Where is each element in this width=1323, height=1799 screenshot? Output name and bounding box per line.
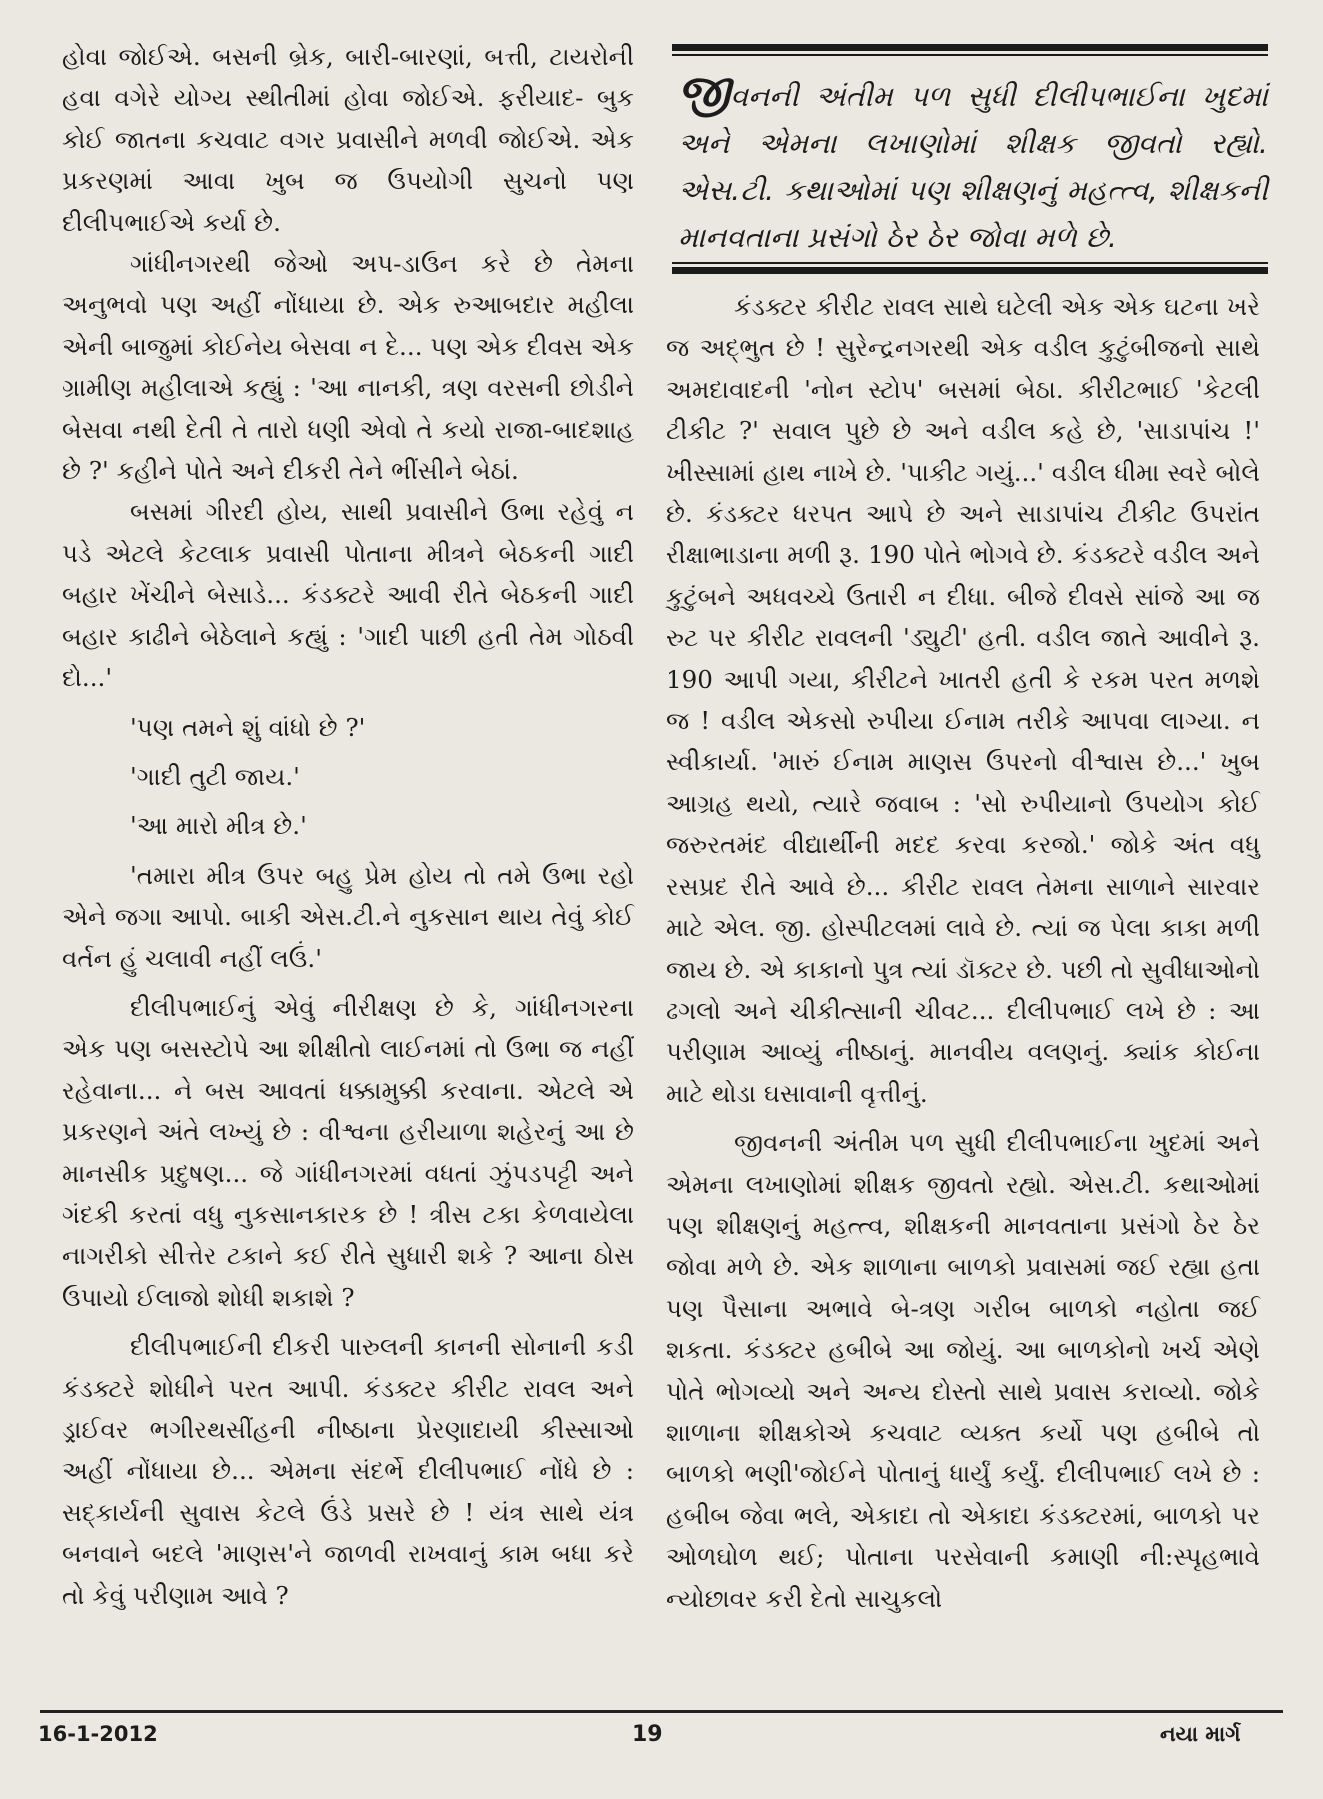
paragraph: દીલીપભાઈની દીકરી પારુલની કાનની સોનાની કડી કંડક્ટરે શોધીને પરત આપી. કંડક્ટર કીરીટ રાવલ અને ડ્રાઈવર ભગીરથસીંહની નીષ્ઠાના પ્રેરણાદાયી કીસ્સાઓ અહીં નોંધાયા છે... એમના સંદર્ભે દીલીપભાઈ નોંધે છે : સદ્કાર્યની સુવાસ કેટલે ઉંડે પ્રસરે છે ! યંત્ર સાથે યંત્ર બનવાને બદલે 'માણસ'ને જાળવી રાખવાનું કામ બધા કરે તો કેવું પરીણામ આવે ?: [62, 1332, 634, 1610]
pull-quote-rule: [672, 267, 1268, 274]
paragraph: ગાંધીનગરથી જેઓ અપ-ડાઉન કરે છે તેમના અનુભવો પણ અહીં નોંધાયા છે. એક રુઆબદાર મહીલા એની બાજુમાં કોઈનેય બેસવા ન દે... પણ એક દીવસ એક ગ્રામીણ મહીલાએ કહ્યું : 'આ નાનકી, ત્રણ વરસની છોડીને બેસવા નથી દેતી તે તારો ધણી એવો તે કયો રાજા-બાદશાહ છે ?' કહીને પોતે અને દીકરી તેને ભીંસીને બેઠાં.: [62, 249, 634, 486]
right-column: [666, 286, 1260, 1619]
paragraph: દીલીપભાઈનું એવું નીરીક્ષણ છે કે, ગાંધીનગરના એક પણ બસસ્ટોપે આ શીક્ષીતો લાઈનમાં તો ઉભા જ નહીં રહેવાના... ને બસ આવતાં ધક્કામુક્કી કરવાના. એટલે એ પ્રકરણને અંતે લખ્યું છે : વીશ્વના હરીયાળા શહેરનું આ છે માનસીક પ્રદુષણ... જે ગાંધીનગરમાં વધતાં ઝુંપડપટ્ટી અને ગંદકી કરતાં વધુ નુકસાનકારક છે ! ત્રીસ ટકા કેળવાયેલા નાગરીકો સીત્તેર ટકાને કઈ રીતે સુધારી શકે ? આના ઠોસ ઉપાયો ઈલાજો શોધી શકાશે ?: [62, 992, 634, 1312]
pull-quote-rule: [672, 44, 1268, 51]
pull-quote-body: વનની અંતીમ પળ સુધી દીલીપભાઈના ખુદમાં અને એમના લખાણોમાં શીક્ષક જીવતો રહ્યો. એસ.ટી. કથાઓમાં પણ શીક્ષણનું મહત્ત્વ, શીક્ષકની માનવતાના પ્રસંગો ઠેર ઠેર જોવા મળે છે.: [678, 80, 1268, 254]
dialogue-line: 'તમારા મીત્ર ઉપર બહુ પ્રેમ હોય તો તમે ઉભા રહો એને જગા આપો. બાકી એસ.ટી.ને નુકસાન થાય તેવું કોઈ વર્તન હું ચલાવી નહીં લઉં.': [62, 860, 634, 973]
pull-quote-rule: [672, 262, 1268, 264]
pull-quote-text: [678, 68, 1268, 261]
paragraph: બસમાં ગીરદી હોય, સાથી પ્રવાસીને ઉભા રહેવું ન પડે એટલે કેટલાક પ્રવાસી પોતાના મીત્રને બેઠકની ગાદી બહાર ખેંચીને બેસાડે... કંડક્ટરે આવી રીતે બેઠકની ગાદી બહાર કાઢીને બેઠેલાને કહ્યું : 'ગાદી પાછી હતી તેમ ગોઠવી દો...': [62, 497, 634, 693]
pull-quote-rule: [672, 54, 1268, 56]
paragraph: જીવનની અંતીમ પળ સુધી દીલીપભાઈના ખુદમાં અને એમના લખાણોમાં શીક્ષક જીવતો રહ્યો. એસ.ટી. કથાઓમાં પણ શીક્ષણનું મહત્ત્વ, શીક્ષકની માનવતાના પ્રસંગો ઠેર ઠેર જોવા મળે છે. એક શાળાના બાળકો પ્રવાસમાં જઈ રહ્યા હતા પણ પૈસાના અભાવે બે-ત્રણ ગરીબ બાળકો નહોતા જઈ શકતા. કંડક્ટર હબીબે આ જોયું. આ બાળકોનો ખર્ચ એણે પોતે ભોગવ્યો અને અન્ય દોસ્તો સાથે પ્રવાસ કરાવ્યો. જોકે શાળાના શીક્ષકોએ કચવાટ વ્યક્ત કર્યો પણ હબીબે તો બાળકો ભણી'જોઈને પોતાનું ધાર્યું કર્યું. દીલીપભાઈ લખે છે : હબીબ જેવા ભલે, એકાદા તો એકાદા કંડક્ટરમાં, બાળકો પર ઓળઘોળ થઈ; પોતાના પરસેવાની કમાણી ની:સ્પૃહભાવે ન્યોછાવર કરી દેતો સાચુકલો: [666, 1128, 1260, 1613]
page-number: 19: [632, 1722, 663, 1747]
dialogue-line: 'ગાદી તુટી જાય.': [130, 761, 300, 791]
paragraph: કંડક્ટર કીરીટ રાવલ સાથે ઘટેલી એક એક ઘટના ખરે જ અદ્ભુત છે ! સુરેન્દ્રનગરથી એક વડીલ કુટુંબીજનો સાથે અમદાવાદની 'નોન સ્ટોપ' બસમાં બેઠા. કીરીટભાઈ 'કેટલી ટીકીટ ?' સવાલ પુછે છે અને વડીલ કહે છે, 'સાડાપાંચ !' ખીસ્સામાં હાથ નાખે છે. 'પાકીટ ગયું...' વડીલ ધીમા સ્વરે બોલે છે. કંડક્ટર ધરપત આપે છે અને સાડાપાંચ ટીકીટ ઉપરાંત રીક્ષાભાડાના મળી રૂ. 190 પોતે ભોગવે છે. કંડક્ટરે વડીલ અને કુટુંબને અધવચ્ચે ઉતારી ન દીધા. બીજે દીવસે સાંજે આ જ રુટ પર કીરીટ રાવલની 'ડ્યુટી' હતી. વડીલ જાતે આવીને રૂ. 190 આપી ગયા, કીરીટને ખાતરી હતી કે રકમ પરત મળશે જ ! વડીલ એકસો રુપીયા ઈનામ તરીકે આપવા લાગ્યા. ન સ્વીકાર્યા. 'મારું ઈનામ માણસ ઉપરનો વીશ્વાસ છે...' ખુબ આગ્રહ થયો, ત્યારે જવાબ : 'સો રુપીયાનો ઉપયોગ કોઈ જરુરતમંદ વીદ્યાર્થીની મદદ કરવા કરજો.' જોકે અંત વધુ રસપ્રદ રીતે આવે છે... કીરીટ રાવલ તેમના સાળાને સારવાર માટે એલ. જી. હોસ્પીટલમાં લાવે છે. ત્યાં જ પેલા કાકા મળી જાય છે. એ કાકાનો પુત્ર ત્યાં ડૉક્ટર છે. પછી તો સુવીધાઓનો ઢગલો અને ચીકીત્સાની ચીવટ... દીલીપભાઈ લખે છે : આ પરીણામ આવ્યું નીષ્ઠાનું. માનવીય વલણનું. ક્યાંક કોઈના માટે થોડા ઘસાવાની વૃત્તીનું.: [666, 292, 1260, 1108]
footer-date: 16-1-2012: [38, 1722, 158, 1746]
pull-quote-drop-letters: જી: [678, 66, 731, 117]
pull-quote: [672, 44, 1268, 274]
left-column: [62, 36, 634, 1616]
dialogue-line: 'પણ તમને શું વાંધો છે ?': [130, 712, 366, 742]
paragraph: હોવા જોઈએ. બસની બ્રેક, બારી-બારણાં, બત્તી, ટાયરોની હવા વગેરે યોગ્ય સ્થીતીમાં હોવા જોઈએ. ફરીયાદ- બુક કોઈ જાતના કચવાટ વગર પ્રવાસીને મળવી જોઈએ. એક પ્રકરણમાં આવા ખુબ જ ઉપયોગી સુચનો પણ દીલીપભાઈએ કર્યા છે.: [62, 42, 634, 237]
footer-rule: [40, 1710, 1283, 1713]
magazine-name: નયા માર્ગ: [1160, 1722, 1241, 1746]
dialogue-line: 'આ મારો મીત્ર છે.': [130, 811, 307, 841]
